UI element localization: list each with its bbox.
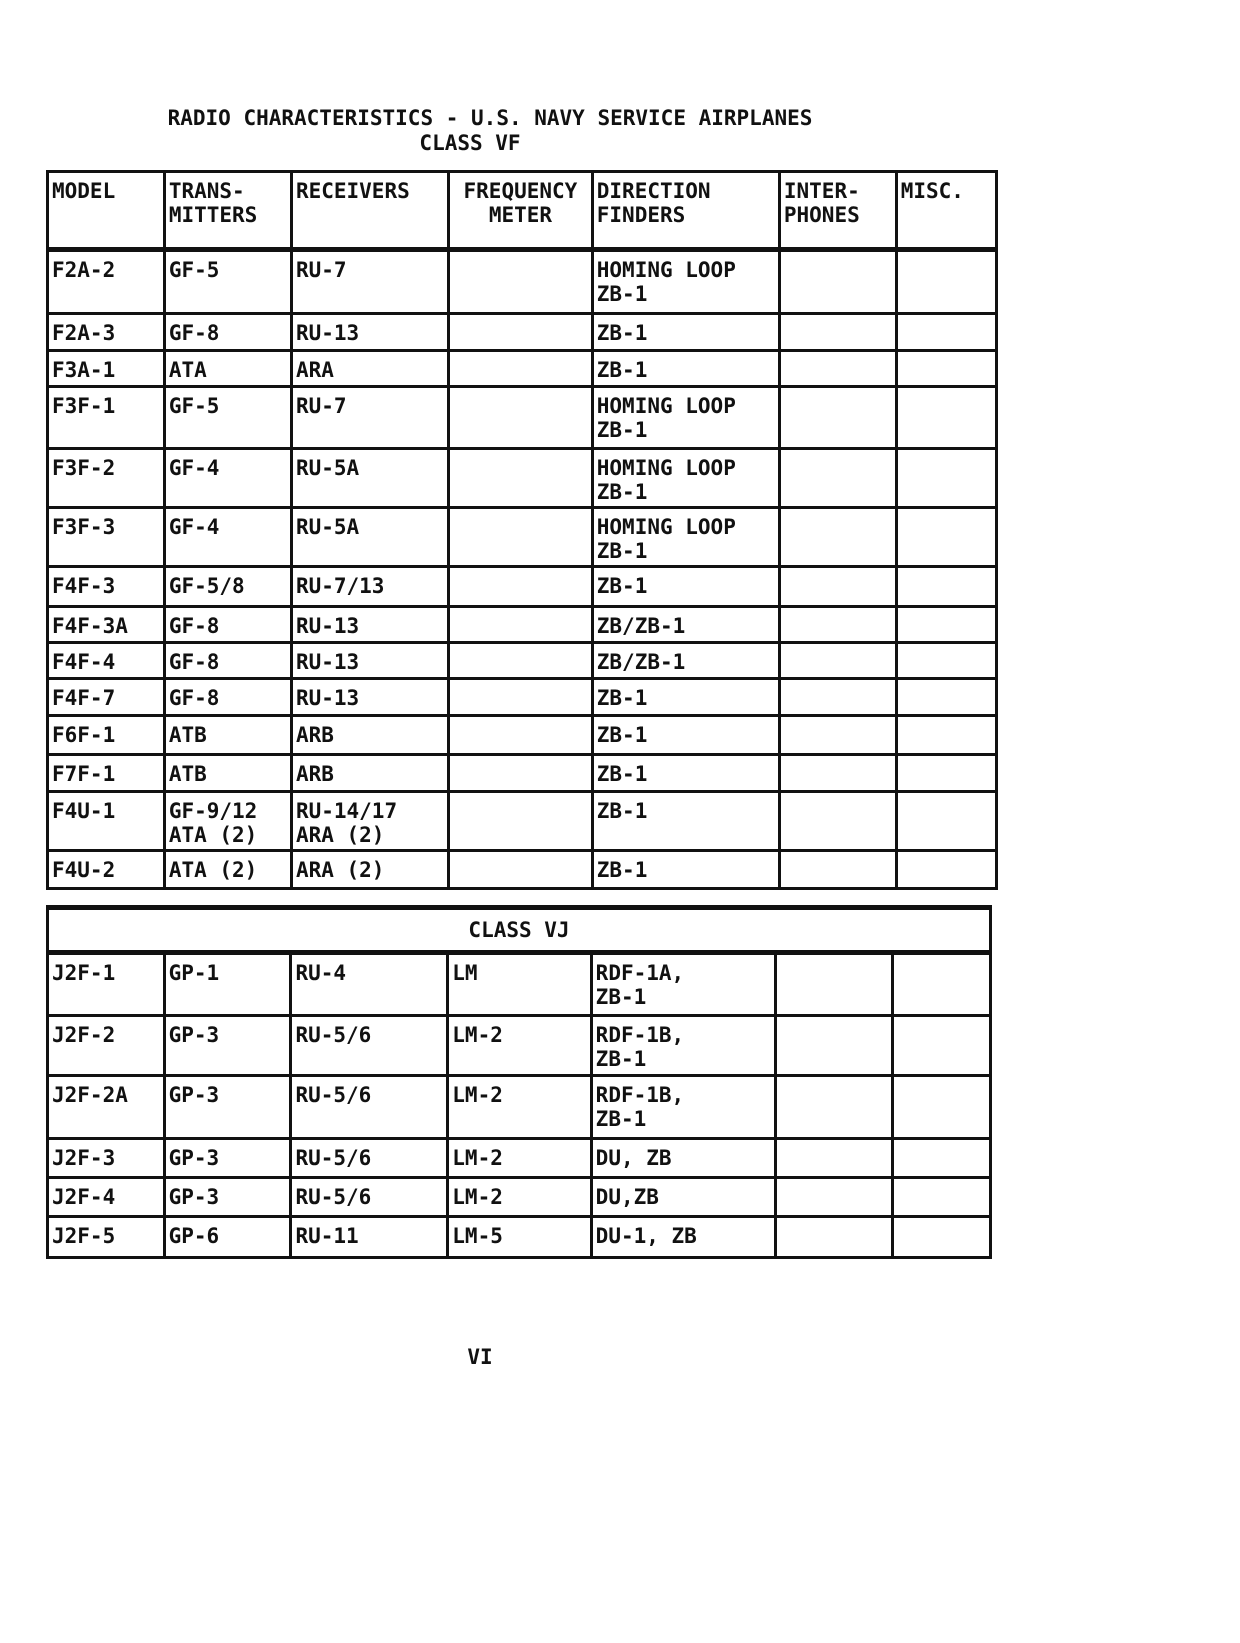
cell-frequency-meter — [449, 679, 593, 716]
cell-receivers: RU-5/6 — [291, 1139, 448, 1178]
cell-transmitters: GP-1 — [164, 953, 291, 1016]
cell-transmitters: ATA (2) — [164, 851, 291, 889]
cell-direction-finders: RDF-1B, ZB-1 — [591, 1076, 776, 1139]
cell-frequency-meter — [449, 716, 593, 755]
cell-transmitters: GF-5/8 — [164, 567, 291, 607]
cell-receivers: ARB — [291, 716, 448, 755]
cell-receivers: RU-5A — [291, 449, 448, 508]
cell-transmitters: ATB — [164, 755, 291, 792]
cell-interphones — [779, 851, 896, 889]
cell-direction-finders: HOMING LOOP ZB-1 — [592, 449, 779, 508]
cell-misc — [892, 1139, 990, 1178]
cell-model: F6F-1 — [48, 716, 165, 755]
cell-transmitters: GF-5 — [164, 250, 291, 314]
cell-interphones — [776, 953, 893, 1016]
cell-direction-finders: HOMING LOOP ZB-1 — [592, 387, 779, 449]
cell-transmitters: ATA — [164, 351, 291, 387]
table-row — [48, 449, 997, 508]
cell-interphones — [779, 449, 896, 508]
cell-model: J2F-2A — [48, 1076, 165, 1139]
table-row — [48, 1076, 991, 1139]
cell-transmitters: GP-3 — [164, 1178, 291, 1217]
cell-transmitters: GF-5 — [164, 387, 291, 449]
cell-frequency-meter — [449, 387, 593, 449]
class-vj-table — [46, 905, 992, 1259]
cell-model: F4U-1 — [48, 792, 165, 851]
cell-interphones — [779, 643, 896, 679]
cell-direction-finders: ZB-1 — [592, 755, 779, 792]
class-vf-title: CLASS VF — [419, 131, 521, 155]
cell-transmitters: GP-3 — [164, 1016, 291, 1076]
cell-interphones — [776, 1178, 893, 1217]
cell-model: J2F-2 — [48, 1016, 165, 1076]
cell-model: F4F-3A — [48, 607, 165, 643]
cell-transmitters: ATB — [164, 716, 291, 755]
cell-interphones — [779, 314, 896, 351]
table-row — [48, 716, 997, 755]
table-row — [48, 314, 997, 351]
class-vf-table — [46, 170, 998, 890]
cell-frequency-meter — [449, 792, 593, 851]
table-row — [48, 250, 997, 314]
table-row — [48, 567, 997, 607]
cell-misc — [896, 851, 996, 889]
cell-frequency-meter — [449, 250, 593, 314]
cell-model: F4F-7 — [48, 679, 165, 716]
cell-model: F7F-1 — [48, 755, 165, 792]
cell-misc — [896, 567, 996, 607]
cell-receivers: RU-7 — [291, 387, 448, 449]
column-header: DIRECTION FINDERS — [592, 172, 779, 250]
cell-direction-finders: DU, ZB — [591, 1139, 776, 1178]
cell-frequency-meter: LM-5 — [448, 1217, 591, 1258]
cell-model: F3F-2 — [48, 449, 165, 508]
cell-transmitters: GF-8 — [164, 643, 291, 679]
cell-transmitters: GP-6 — [164, 1217, 291, 1258]
cell-transmitters: GP-3 — [164, 1076, 291, 1139]
cell-misc — [896, 250, 996, 314]
cell-transmitters: GF-4 — [164, 508, 291, 567]
cell-misc — [896, 449, 996, 508]
cell-model: F3F-3 — [48, 508, 165, 567]
cell-interphones — [779, 567, 896, 607]
cell-frequency-meter — [449, 755, 593, 792]
cell-interphones — [779, 716, 896, 755]
cell-interphones — [779, 607, 896, 643]
cell-transmitters: GF-8 — [164, 314, 291, 351]
cell-interphones — [776, 1016, 893, 1076]
cell-misc — [896, 351, 996, 387]
cell-direction-finders: DU-1, ZB — [591, 1217, 776, 1258]
cell-interphones — [779, 679, 896, 716]
cell-direction-finders: ZB-1 — [592, 792, 779, 851]
cell-misc — [896, 716, 996, 755]
cell-direction-finders: ZB-1 — [592, 716, 779, 755]
cell-transmitters: GF-8 — [164, 607, 291, 643]
cell-interphones — [779, 508, 896, 567]
cell-model: F4F-3 — [48, 567, 165, 607]
cell-direction-finders: ZB/ZB-1 — [592, 643, 779, 679]
cell-receivers: RU-14/17 ARA (2) — [291, 792, 448, 851]
table-row — [48, 643, 997, 679]
cell-frequency-meter: LM-2 — [448, 1178, 591, 1217]
class-vj-title: CLASS VJ — [48, 908, 991, 953]
cell-frequency-meter — [449, 567, 593, 607]
column-header: MODEL — [48, 172, 165, 250]
cell-frequency-meter — [449, 508, 593, 567]
cell-misc — [892, 953, 990, 1016]
cell-receivers: RU-13 — [291, 679, 448, 716]
page-number: VI — [467, 1345, 493, 1369]
cell-misc — [892, 1076, 990, 1139]
class-vj-header-row — [48, 908, 991, 953]
cell-frequency-meter — [449, 643, 593, 679]
table-row — [48, 508, 997, 567]
table-row — [48, 1016, 991, 1076]
cell-direction-finders: ZB-1 — [592, 314, 779, 351]
cell-misc — [896, 679, 996, 716]
cell-receivers: RU-5/6 — [291, 1178, 448, 1217]
cell-interphones — [779, 755, 896, 792]
cell-misc — [896, 643, 996, 679]
cell-misc — [896, 755, 996, 792]
cell-transmitters: GP-3 — [164, 1139, 291, 1178]
header-row — [48, 172, 997, 250]
cell-direction-finders: ZB-1 — [592, 351, 779, 387]
cell-interphones — [776, 1139, 893, 1178]
cell-receivers: RU-5/6 — [291, 1016, 448, 1076]
cell-frequency-meter: LM-2 — [448, 1076, 591, 1139]
column-header: INTER- PHONES — [779, 172, 896, 250]
cell-misc — [896, 508, 996, 567]
cell-model: F4U-2 — [48, 851, 165, 889]
column-header: TRANS- MITTERS — [164, 172, 291, 250]
table-row — [48, 755, 997, 792]
cell-model: F4F-4 — [48, 643, 165, 679]
cell-interphones — [779, 792, 896, 851]
cell-receivers: RU-5A — [291, 508, 448, 567]
cell-misc — [892, 1016, 990, 1076]
table-row — [48, 792, 997, 851]
table-row — [48, 387, 997, 449]
cell-receivers: RU-13 — [291, 607, 448, 643]
cell-transmitters: GF-9/12 ATA (2) — [164, 792, 291, 851]
cell-misc — [892, 1217, 990, 1258]
column-header: MISC. — [896, 172, 996, 250]
column-header: RECEIVERS — [291, 172, 448, 250]
cell-model: F3A-1 — [48, 351, 165, 387]
cell-interphones — [776, 1217, 893, 1258]
cell-interphones — [776, 1076, 893, 1139]
table-row — [48, 953, 991, 1016]
cell-receivers: RU-13 — [291, 643, 448, 679]
cell-receivers: RU-7 — [291, 250, 448, 314]
cell-direction-finders: DU,ZB — [591, 1178, 776, 1217]
cell-model: J2F-5 — [48, 1217, 165, 1258]
cell-receivers: ARA (2) — [291, 851, 448, 889]
table-row — [48, 851, 997, 889]
cell-model: J2F-4 — [48, 1178, 165, 1217]
cell-misc — [896, 607, 996, 643]
cell-direction-finders: HOMING LOOP ZB-1 — [592, 250, 779, 314]
cell-receivers: RU-5/6 — [291, 1076, 448, 1139]
cell-receivers: RU-7/13 — [291, 567, 448, 607]
column-header: FREQUENCY METER — [449, 172, 593, 250]
cell-receivers: RU-11 — [291, 1217, 448, 1258]
table-row — [48, 1178, 991, 1217]
cell-frequency-meter: LM — [448, 953, 591, 1016]
cell-direction-finders: ZB-1 — [592, 567, 779, 607]
cell-receivers: RU-4 — [291, 953, 448, 1016]
cell-direction-finders: ZB/ZB-1 — [592, 607, 779, 643]
page-title: RADIO CHARACTERISTICS - U.S. NAVY SERVICE AIRPLANES — [167, 106, 813, 130]
cell-direction-finders: HOMING LOOP ZB-1 — [592, 508, 779, 567]
cell-model: F2A-3 — [48, 314, 165, 351]
cell-receivers: ARA — [291, 351, 448, 387]
cell-model: F2A-2 — [48, 250, 165, 314]
cell-model: F3F-1 — [48, 387, 165, 449]
cell-receivers: ARB — [291, 755, 448, 792]
table-row — [48, 351, 997, 387]
cell-direction-finders: RDF-1A, ZB-1 — [591, 953, 776, 1016]
cell-interphones — [779, 250, 896, 314]
cell-interphones — [779, 387, 896, 449]
cell-interphones — [779, 351, 896, 387]
cell-misc — [896, 314, 996, 351]
cell-frequency-meter — [449, 607, 593, 643]
cell-frequency-meter: LM-2 — [448, 1139, 591, 1178]
cell-frequency-meter — [449, 449, 593, 508]
cell-misc — [896, 387, 996, 449]
cell-frequency-meter — [449, 851, 593, 889]
cell-direction-finders: RDF-1B, ZB-1 — [591, 1016, 776, 1076]
cell-misc — [892, 1178, 990, 1217]
table-row — [48, 679, 997, 716]
table-row — [48, 1139, 991, 1178]
cell-direction-finders: ZB-1 — [592, 851, 779, 889]
cell-receivers: RU-13 — [291, 314, 448, 351]
cell-transmitters: GF-8 — [164, 679, 291, 716]
cell-direction-finders: ZB-1 — [592, 679, 779, 716]
cell-model: J2F-1 — [48, 953, 165, 1016]
cell-frequency-meter — [449, 314, 593, 351]
cell-model: J2F-3 — [48, 1139, 165, 1178]
cell-frequency-meter: LM-2 — [448, 1016, 591, 1076]
cell-transmitters: GF-4 — [164, 449, 291, 508]
cell-misc — [896, 792, 996, 851]
table-row — [48, 607, 997, 643]
cell-frequency-meter — [449, 351, 593, 387]
table-row — [48, 1217, 991, 1258]
